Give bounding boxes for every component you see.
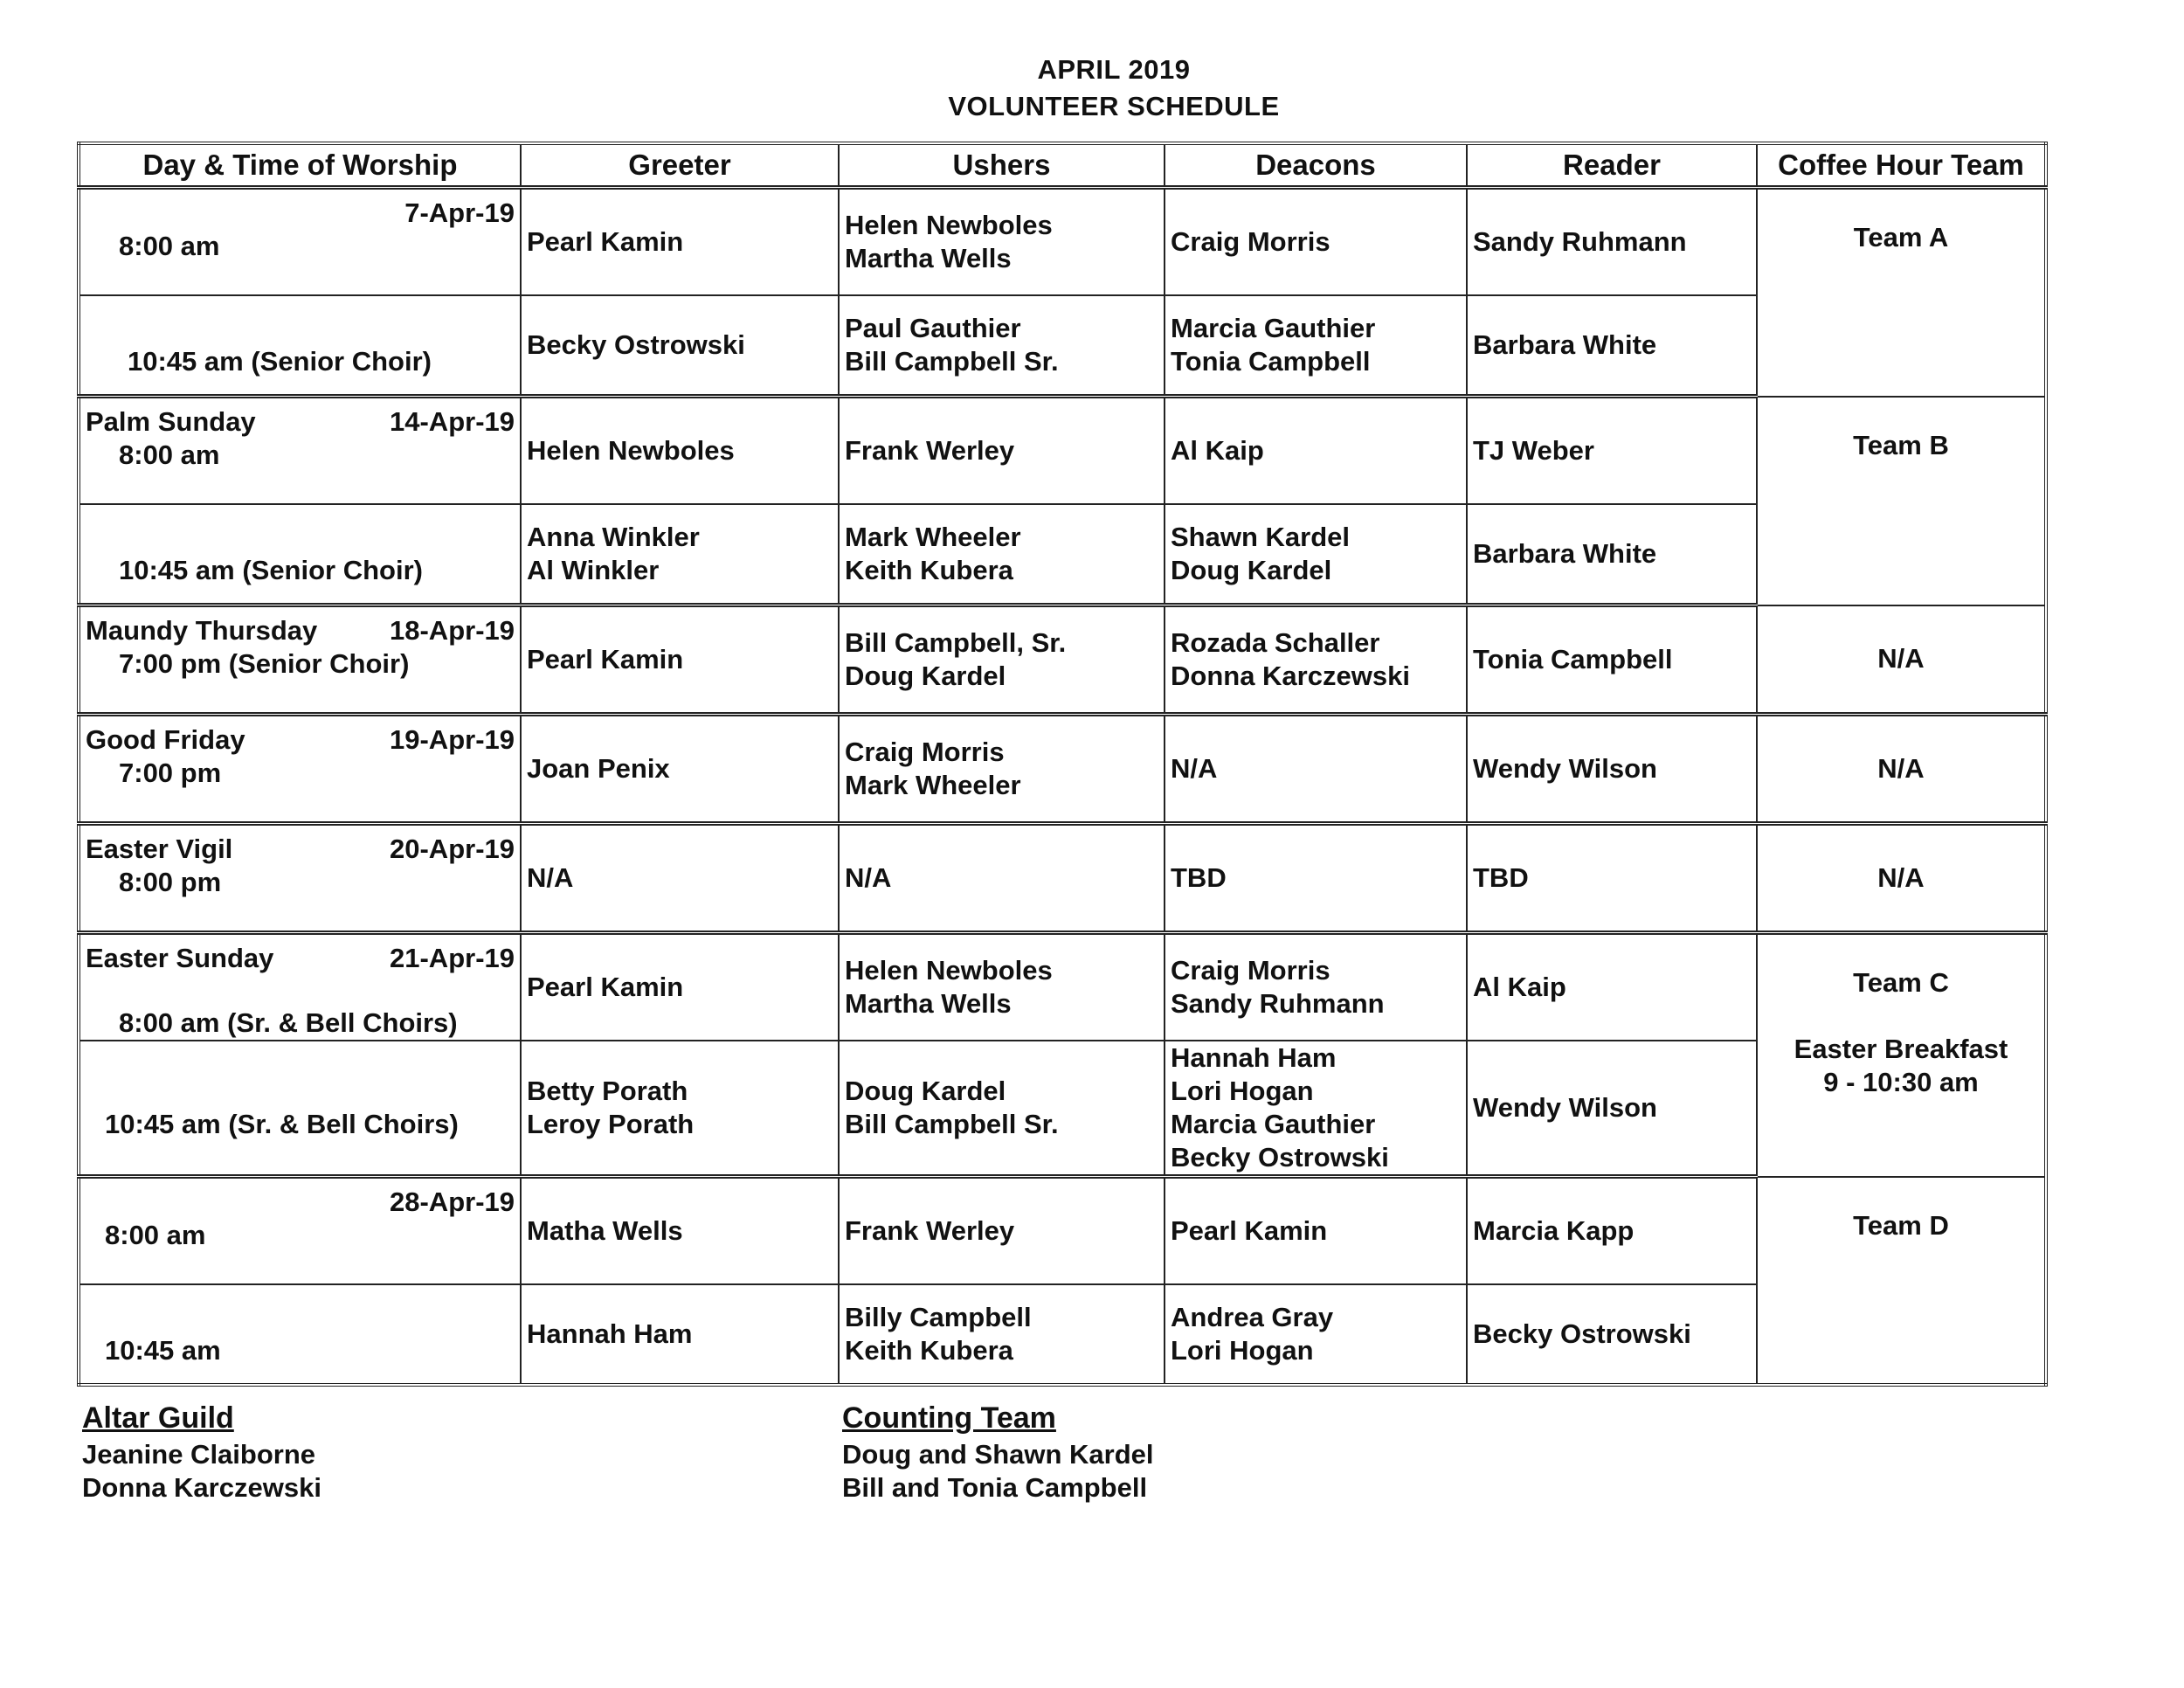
coffee-team-label: N/A <box>1877 862 1925 893</box>
deacon-name: Al Kaip <box>1171 435 1264 466</box>
ushers-cell <box>839 933 1165 1041</box>
reader-cell <box>1467 824 1757 933</box>
reader-name: Becky Ostrowski <box>1473 1318 1691 1349</box>
deacons-cell <box>1165 1284 1467 1385</box>
reader-cell <box>1467 504 1757 605</box>
ushers-cell <box>839 295 1165 397</box>
service-cell <box>79 1284 521 1385</box>
deacons-cell <box>1165 1177 1467 1285</box>
greeter-name: Hannah Ham <box>527 1318 693 1349</box>
table-row <box>79 1177 2046 1285</box>
service-day: Maundy Thursday <box>86 615 318 646</box>
service-time: 8:00 pm <box>119 867 222 897</box>
service-time: 7:00 pm (Senior Choir) <box>119 648 410 679</box>
deacon-name: Sandy Ruhmann <box>1171 988 1385 1019</box>
usher-name: Bill Campbell Sr. <box>845 1109 1059 1139</box>
service-cell <box>79 824 521 933</box>
coffee-team-label: Team A <box>1853 222 1949 253</box>
counting-team-member: Doug and Shawn Kardel <box>842 1439 1154 1470</box>
deacon-name: Rozada Schaller <box>1171 627 1380 658</box>
table-row <box>79 295 2046 397</box>
deacon-name: Pearl Kamin <box>1171 1215 1328 1246</box>
column-header-day-time: Day & Time of Worship <box>79 143 521 188</box>
deacon-name: Lori Hogan <box>1171 1076 1314 1106</box>
service-time: 10:45 am <box>105 1335 221 1366</box>
service-date: 28-Apr-19 <box>390 1186 515 1217</box>
reader-name: Tonia Campbell <box>1473 644 1673 675</box>
altar-guild-heading: Altar Guild <box>82 1401 234 1435</box>
greeter-cell <box>521 504 839 605</box>
coffee-team-label: Team C <box>1853 967 1949 998</box>
table-row <box>79 504 2046 605</box>
service-cell <box>79 1041 521 1177</box>
service-day: Palm Sunday <box>86 406 256 437</box>
deacon-name: Donna Karczewski <box>1171 661 1410 691</box>
counting-team-heading: Counting Team <box>842 1401 1056 1435</box>
counting-team-member: Bill and Tonia Campbell <box>842 1472 1148 1503</box>
deacon-name: Hannah Ham <box>1171 1042 1337 1073</box>
reader-name: Marcia Kapp <box>1473 1215 1635 1246</box>
coffee-hour-cell <box>1757 1177 2046 1386</box>
table-row <box>79 824 2046 933</box>
greeter-cell <box>521 397 839 505</box>
usher-name: Helen Newboles <box>845 955 1053 986</box>
greeter-name: Anna Winkler <box>527 522 700 552</box>
volunteer-schedule-table <box>77 142 2048 1387</box>
usher-name: Martha Wells <box>845 988 1012 1019</box>
usher-name: Keith Kubera <box>845 1335 1013 1366</box>
coffee-hour-cell <box>1757 188 2046 397</box>
reader-cell <box>1467 1041 1757 1177</box>
usher-name: Craig Morris <box>845 737 1005 767</box>
greeter-name: Pearl Kamin <box>527 644 684 675</box>
ushers-cell <box>839 1041 1165 1177</box>
service-time: 10:45 am (Senior Choir) <box>128 346 432 377</box>
deacons-cell <box>1165 504 1467 605</box>
usher-name: Doug Kardel <box>845 1076 1006 1106</box>
schedule-month-title: APRIL 2019 <box>1037 54 1191 85</box>
coffee-hour-cell <box>1757 397 2046 605</box>
greeter-name: Leroy Porath <box>527 1109 695 1139</box>
greeter-name: Matha Wells <box>527 1215 683 1246</box>
service-cell <box>79 188 521 296</box>
usher-name: Mark Wheeler <box>845 522 1021 552</box>
greeter-name: Helen Newboles <box>527 435 735 466</box>
reader-cell <box>1467 715 1757 824</box>
reader-cell <box>1467 1284 1757 1385</box>
service-date: 18-Apr-19 <box>390 615 515 646</box>
coffee-team-label: Team D <box>1853 1209 1949 1241</box>
column-header-reader: Reader <box>1467 143 1757 188</box>
usher-name: Frank Werley <box>845 435 1015 466</box>
ushers-cell <box>839 605 1165 715</box>
reader-name: Barbara White <box>1473 329 1657 360</box>
service-cell <box>79 933 521 1041</box>
ushers-cell <box>839 715 1165 824</box>
easter-breakfast-label: Easter Breakfast <box>1794 1034 2008 1064</box>
deacon-name: Marcia Gauthier <box>1171 1109 1376 1139</box>
greeter-cell <box>521 1177 839 1285</box>
service-date: 14-Apr-19 <box>390 406 515 437</box>
service-date: 20-Apr-19 <box>390 834 515 864</box>
ushers-cell <box>839 1284 1165 1385</box>
deacon-name: Becky Ostrowski <box>1171 1142 1389 1173</box>
service-cell <box>79 715 521 824</box>
reader-name: TJ Weber <box>1473 435 1594 466</box>
usher-name: Bill Campbell, Sr. <box>845 627 1067 658</box>
usher-name: Helen Newboles <box>845 210 1053 240</box>
usher-name: N/A <box>845 862 892 893</box>
service-cell <box>79 397 521 505</box>
deacon-name: Andrea Gray <box>1171 1302 1334 1332</box>
reader-cell <box>1467 933 1757 1041</box>
coffee-hour-cell <box>1757 715 2046 824</box>
usher-name: Billy Campbell <box>845 1302 1032 1332</box>
counting-team-section <box>842 1401 1154 1505</box>
deacons-cell <box>1165 397 1467 505</box>
reader-cell <box>1467 188 1757 296</box>
deacons-cell <box>1165 824 1467 933</box>
service-time: 8:00 am <box>119 439 220 470</box>
coffee-hour-cell <box>1757 824 2046 933</box>
column-header-ushers: Ushers <box>839 143 1165 188</box>
usher-name: Paul Gauthier <box>845 313 1021 343</box>
deacon-name: Doug Kardel <box>1171 555 1332 585</box>
coffee-team-label: Team B <box>1853 429 1949 460</box>
reader-cell <box>1467 295 1757 397</box>
service-time: 8:00 am <box>119 231 220 261</box>
greeter-cell <box>521 188 839 296</box>
usher-name: Doug Kardel <box>845 661 1006 691</box>
usher-name: Mark Wheeler <box>845 770 1021 800</box>
table-row <box>79 1041 2046 1177</box>
altar-guild-member: Jeanine Claiborne <box>82 1439 316 1470</box>
deacon-name: Shawn Kardel <box>1171 522 1350 552</box>
greeter-cell <box>521 295 839 397</box>
ushers-cell <box>839 824 1165 933</box>
deacon-name: N/A <box>1171 753 1218 784</box>
table-row <box>79 188 2046 296</box>
greeter-cell <box>521 1041 839 1177</box>
usher-name: Bill Campbell Sr. <box>845 346 1059 377</box>
reader-name: Sandy Ruhmann <box>1473 226 1687 257</box>
greeter-name: Pearl Kamin <box>527 226 684 257</box>
service-date: 21-Apr-19 <box>390 943 515 973</box>
table-header-row <box>79 143 2046 188</box>
deacon-name: Craig Morris <box>1171 226 1330 257</box>
service-day: Easter Vigil <box>86 834 233 864</box>
service-cell <box>79 504 521 605</box>
greeter-name: Joan Penix <box>527 753 670 784</box>
greeter-name: Becky Ostrowski <box>527 329 745 360</box>
reader-name: Wendy Wilson <box>1473 753 1657 784</box>
reader-cell <box>1467 1177 1757 1285</box>
deacon-name: Lori Hogan <box>1171 1335 1314 1366</box>
service-cell <box>79 1177 521 1285</box>
column-header-coffee-hour-team: Coffee Hour Team <box>1757 143 2046 188</box>
greeter-name: Betty Porath <box>527 1076 688 1106</box>
reader-name: TBD <box>1473 862 1529 893</box>
greeter-cell <box>521 1284 839 1385</box>
greeter-name: N/A <box>527 862 574 893</box>
usher-name: Keith Kubera <box>845 555 1013 585</box>
deacon-name: TBD <box>1171 862 1227 893</box>
ushers-cell <box>839 504 1165 605</box>
service-day: Good Friday <box>86 724 245 755</box>
column-header-greeter: Greeter <box>521 143 839 188</box>
greeter-name: Al Winkler <box>527 555 660 585</box>
service-time: 10:45 am (Senior Choir) <box>119 555 423 585</box>
service-cell <box>79 605 521 715</box>
table-row <box>79 605 2046 715</box>
greeter-cell <box>521 824 839 933</box>
altar-guild-section <box>82 1401 321 1505</box>
ushers-cell <box>839 188 1165 296</box>
ushers-cell <box>839 1177 1165 1285</box>
deacons-cell <box>1165 188 1467 296</box>
coffee-hour-cell <box>1757 933 2046 1177</box>
deacon-name: Tonia Campbell <box>1171 346 1371 377</box>
coffee-team-label: N/A <box>1877 643 1925 675</box>
table-row <box>79 397 2046 505</box>
deacons-cell <box>1165 1041 1467 1177</box>
easter-breakfast-time: 9 - 10:30 am <box>1823 1067 1979 1097</box>
service-time: 10:45 am (Sr. & Bell Choirs) <box>105 1109 459 1139</box>
service-time: 8:00 am (Sr. & Bell Choirs) <box>119 1007 458 1038</box>
service-cell <box>79 295 521 397</box>
service-day: Easter Sunday <box>86 943 274 973</box>
coffee-hour-cell <box>1757 605 2046 715</box>
greeter-cell <box>521 933 839 1041</box>
deacons-cell <box>1165 295 1467 397</box>
table-row <box>79 715 2046 824</box>
service-time: 7:00 pm <box>119 758 222 788</box>
column-header-deacons: Deacons <box>1165 143 1467 188</box>
service-date: 7-Apr-19 <box>404 197 515 228</box>
reader-cell <box>1467 397 1757 505</box>
ushers-cell <box>839 397 1165 505</box>
deacon-name: Craig Morris <box>1171 955 1330 986</box>
reader-name: Wendy Wilson <box>1473 1092 1657 1123</box>
deacons-cell <box>1165 933 1467 1041</box>
coffee-team-label: N/A <box>1877 753 1925 784</box>
reader-cell <box>1467 605 1757 715</box>
greeter-cell <box>521 605 839 715</box>
reader-name: Al Kaip <box>1473 972 1566 1002</box>
deacons-cell <box>1165 605 1467 715</box>
deacons-cell <box>1165 715 1467 824</box>
schedule-title: VOLUNTEER SCHEDULE <box>948 91 1280 121</box>
altar-guild-member: Donna Karczewski <box>82 1472 321 1503</box>
greeter-name: Pearl Kamin <box>527 972 684 1002</box>
service-date: 19-Apr-19 <box>390 724 515 755</box>
deacon-name: Marcia Gauthier <box>1171 313 1376 343</box>
table-row <box>79 1284 2046 1385</box>
reader-name: Barbara White <box>1473 538 1657 569</box>
service-time: 8:00 am <box>105 1220 206 1250</box>
usher-name: Frank Werley <box>845 1215 1015 1246</box>
greeter-cell <box>521 715 839 824</box>
table-row <box>79 933 2046 1041</box>
usher-name: Martha Wells <box>845 243 1012 273</box>
